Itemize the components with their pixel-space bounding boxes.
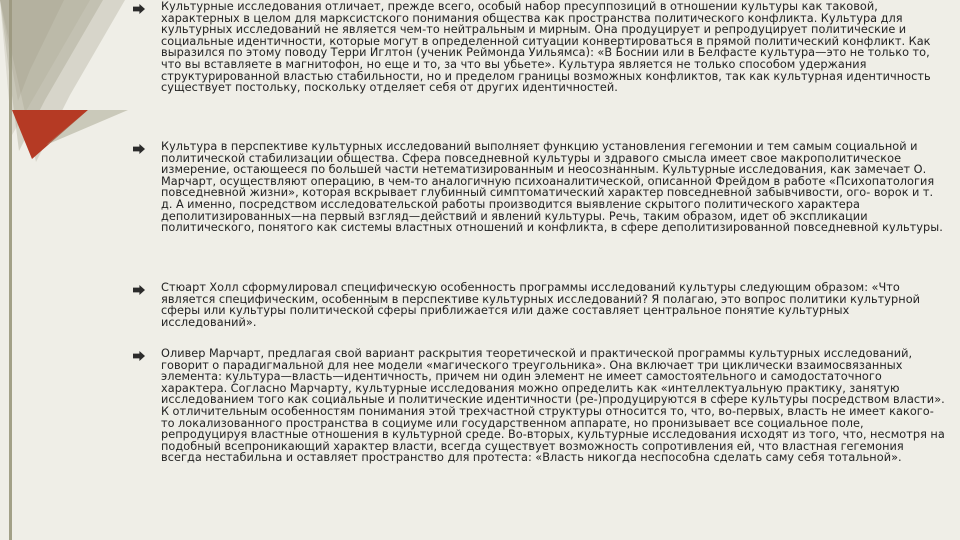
bullet-paragraph [133, 282, 945, 328]
content-area [133, 0, 945, 540]
left-rule [9, 0, 12, 540]
paragraph-text: Культура в перспективе культурных исследований выполняет функцию установления гегемонии и тем самым социальной и политической стабилизации общества. Сфера повседневной культуры и здравого смысла имеет свое макрополитическое измерение, остающееся по большей части нетематизированным и неосознанным. Культурные исследования, как замечает О. Марчарт, осуществляют операцию, в чем-то аналогичную психоаналитической, описанной Фрейдом в работе «Психопатология повседневной жизни», которая вскрывает глубинный симптоматический характер повседневной забывчивости, ого- ворок и т. д. А именно, посредством исследовательской работы производится выявление скрытого политического характера деполитизированных—на первый взгляд—действий и явлений культуры. Речь, таким образом, идет об экспликации политического, понятого как системы властных отношений и конфликта, в сфере деполитизированной повседневной культуры. [161, 140, 943, 235]
arrow-bullet-icon [133, 4, 145, 14]
bullet-paragraph [133, 141, 945, 234]
decorative-corner-triangles [0, 0, 130, 540]
paragraph-text: Оливер Марчарт, предлагая свой вариант раскрытия теоретической и практической программы культурных исследований, говорит о парадигмальной для нее модели «магического треугольника». Она включает три циклически взаимосвязанных элемента: культура—власть—идентичность, причем ни один элемент не имеет самостоятельного и самодостаточного характера. Согласно Марчарту, культурные исследования можно определить как «интеллектуальную практику, занятую исследованием того как социальные и политические идентичности (ре-)продуцируются в сфере культуры посредством власти». К отличительным особенностям понимания этой трехчастной структуры относится то, что, во-первых, власть не имеет какого-то локализованного пространства в социуме или государственном аппарате, но пронизывает все социальное поле, репродуцируя властные отношения в культурной среде. Во-вторых, культурные исследования исходят из того, что, несмотря на подобный всепроникающий характер власти, всегда существует возможность сопротивления ей, что властная гегемония всегда нестабильна и оставляет пространство для протеста: «Власть никогда неспособна сделать саму себя тотальной». [161, 347, 945, 465]
paragraph-text: Стюарт Холл сформулировал специфическую особенность программы исследований культуры следующим образом: «Что является специфическим, особенным в перспективе культурных исследований? Я полагаю, это вопрос политики культурной сферы или культуры политической сферы приближается или даже составляет центральное понятие культурных исследований». [161, 281, 921, 329]
paragraph-text: Культурные исследования отличает, прежде всего, особый набор пресуппозиций в отношении культуры как таковой, характерных в целом для марксистского понимания общества как пространства политического конфликта. Культура для культурных исследований не является чем-то нейтральным и мирным. Она продуцирует и репродуцирует политические и социальные идентичности, которые могут в определенной ситуации конвертироваться в прямой политический конфликт. Как выразился по этому поводу Терри Иглтон (ученик Реймонда Уильямса): «В Боснии или в Белфасте культура—это не только то, что вы вставляете в магнитофон, но еще и то, за что вы убьете». Культура является не только способом удержания структурированной властью стабильности, но и пределом границы возможных конфликтов, так как культурная идентичность существует постольку, поскольку отделяет себя от других идентичностей. [161, 0, 931, 95]
arrow-bullet-icon [133, 351, 145, 361]
arrow-bullet-icon [133, 285, 145, 295]
arrow-bullet-icon [133, 144, 145, 154]
bullet-paragraph [133, 348, 945, 464]
bullet-paragraph [133, 1, 945, 94]
